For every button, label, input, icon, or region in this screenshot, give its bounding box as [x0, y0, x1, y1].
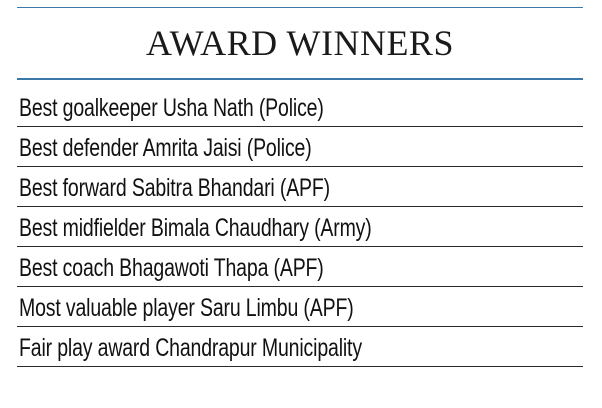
list-item: [17, 327, 583, 367]
list-item: [17, 207, 583, 247]
winner-text: Best forward Sabitra Bhandari (APF): [19, 174, 331, 202]
box-title: AWARD WINNERS: [17, 8, 583, 80]
winner-text: Best goalkeeper Usha Nath (Police): [19, 94, 324, 122]
award-winners-box: [17, 7, 583, 367]
winner-text: Best coach Bhagawoti Thapa (APF): [19, 254, 324, 282]
list-item: [17, 287, 583, 327]
list-item: [17, 167, 583, 207]
winner-text: Best midfielder Bimala Chaudhary (Army): [19, 214, 372, 242]
list-item: [17, 127, 583, 167]
winner-text: Best defender Amrita Jaisi (Police): [19, 134, 312, 162]
winner-text: Most valuable player Saru Limbu (APF): [19, 294, 354, 322]
list-item: [17, 87, 583, 127]
list-item: [17, 247, 583, 287]
winners-list: [17, 80, 583, 367]
winner-text: Fair play award Chandrapur Municipality: [19, 334, 362, 362]
